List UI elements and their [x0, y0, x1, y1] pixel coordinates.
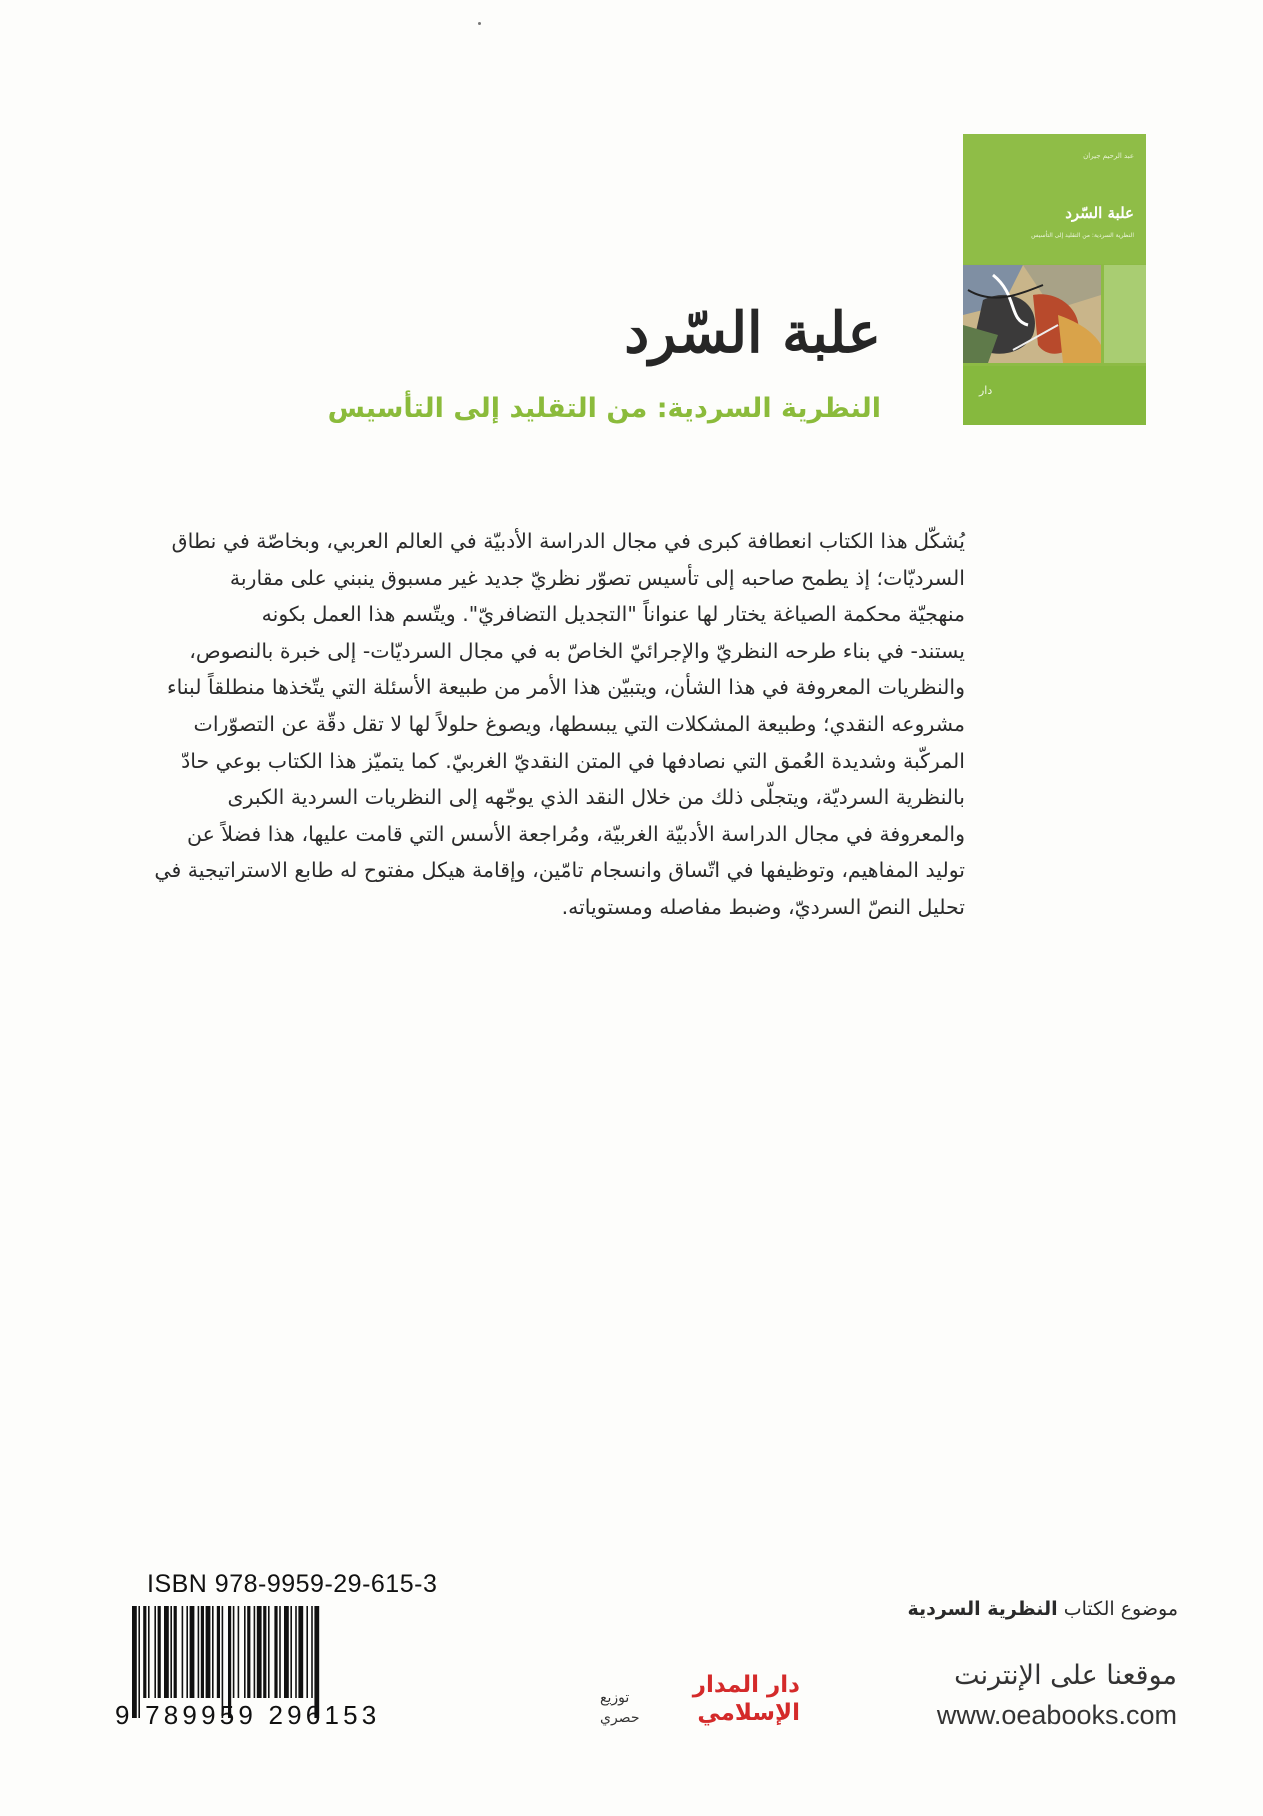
blurb-text [143, 523, 965, 926]
barcode-bar [244, 1606, 246, 1698]
barcode-bar [174, 1606, 177, 1698]
barcode-bar [290, 1606, 292, 1698]
barcode-bar [182, 1606, 184, 1698]
barcode-bar [257, 1606, 262, 1698]
barcode-bar [154, 1606, 156, 1698]
website-label: موقعنا على الإنترنت [954, 1660, 1177, 1691]
thumbnail-subtitle: النظرية السردية: من التقليد إلى التأسيس [1031, 232, 1134, 239]
blurb-line: يستند- في بناء طرحه النظريّ والإجرائيّ الخاصّ به في مجال السرديّات- إلى خبرة بالنصوص، [189, 638, 965, 663]
barcode-bar [190, 1606, 195, 1698]
barcode-bar [254, 1606, 256, 1698]
barcode-bar [238, 1606, 240, 1698]
topic-value: النظرية السردية [907, 1598, 1058, 1620]
barcode-bar [170, 1606, 172, 1698]
thumbnail-side-panel [1104, 265, 1146, 363]
website-url[interactable]: www.oeabooks.com [936, 1700, 1177, 1730]
blurb-line: تحليل النصّ السرديّ، وضبط مفاصله ومستوياته. [561, 894, 965, 919]
speck [478, 22, 481, 25]
book-topic [907, 1598, 1178, 1620]
barcode-bar [279, 1606, 281, 1698]
distribution-line2: حصري [600, 1710, 640, 1726]
blurb-line: والمعروفة في مجال الدراسة الأدبيّة الغربيّة، ومُراجعة الأسس التي قامت عليها، هذا فضلاً عن [187, 821, 965, 846]
thumbnail-publisher-logo: دار [979, 384, 993, 397]
blurb-line: المركّبة وشديدة العُمق التي نصادفها في المتن النقديّ الغربيّ. كما يتميّز هذا الكتاب بوعي حادّ [181, 748, 965, 773]
barcode-bar [274, 1606, 277, 1698]
blurb-line: منهجيّة محكمة الصياغة يختار لها عنواناً "التجديل التضافريّ". ويتّسم هذا العمل بكونه [261, 602, 965, 627]
barcode-bar [298, 1606, 303, 1698]
barcode-bar [212, 1606, 214, 1698]
barcode-bar [158, 1606, 161, 1698]
distribution-line1: توزيع [600, 1690, 630, 1706]
thumbnail-author: عبد الرحيم جيران [1083, 152, 1134, 160]
barcode-bar [164, 1606, 169, 1698]
barcode-bar [247, 1606, 250, 1698]
barcode-number: 9 789959 296153 [115, 1700, 381, 1730]
barcode-bar [217, 1606, 220, 1698]
barcode-bar [148, 1606, 150, 1698]
barcode-bar [263, 1606, 266, 1698]
barcode-bar [284, 1606, 289, 1698]
blurb-line: توليد المفاهيم، وتوظيفها في اتّساق وانسجام تامّين، وإقامة هيكل مفتوح له طابع الاستراتيجية في [154, 858, 965, 883]
publisher-logo [600, 1672, 800, 1742]
isbn-label: ISBN 978-9959-29-615-3 [147, 1570, 438, 1598]
book-subtitle: النظرية السردية: من التقليد إلى التأسيس [327, 393, 881, 424]
barcode-bar [295, 1606, 297, 1698]
publisher-name-line2: الإسلامي [697, 1700, 800, 1726]
barcode-bar [186, 1606, 188, 1698]
blurb-line: والنظريات المعروفة في هذا الشأن، ويتبيّن هذا الأمر من طبيعة الأسئلة التي يتّخذها منطلقاً لبناء [166, 675, 965, 700]
barcode-bar [306, 1606, 308, 1698]
barcode-bar [233, 1606, 235, 1698]
topic-label: موضوع الكتاب [1057, 1598, 1178, 1620]
barcode-bar [206, 1606, 211, 1698]
barcode-bar [311, 1606, 313, 1698]
barcode-bar [143, 1606, 146, 1698]
blurb-line: بالنظرية السرديّة، ويتجلّى ذلك من خلال النقد الذي يوجّهه إلى النظريات السردية الكبرى [227, 785, 965, 810]
barcode-bar [268, 1606, 270, 1698]
cover-thumbnail [963, 134, 1146, 425]
barcode-bar [201, 1606, 204, 1698]
blurb-line: يُشكّل هذا الكتاب انعطافة كبرى في مجال الدراسة الأدبيّة في العالم العربي، وبخاصّة في نطاق [171, 529, 965, 553]
barcode-bar [198, 1606, 200, 1698]
thumbnail-artwork [963, 265, 1101, 363]
publisher-name-line1: دار المدار [692, 1672, 800, 1698]
blurb-line: مشروعه النقدي؛ وطبيعة المشكلات التي يبسطها، ويصوغ حلولاً لها لا تقل دقّة عن التصوّرات [193, 711, 965, 736]
thumbnail-title: علبة السّرد [1065, 204, 1134, 222]
book-title: علبة السّرد [624, 300, 881, 366]
blurb-line: السرديّات؛ إذ يطمح صاحبه إلى تأسيس تصوّر نظريّ جديد غير مسبوق ينبني على مقاربة [229, 565, 965, 590]
